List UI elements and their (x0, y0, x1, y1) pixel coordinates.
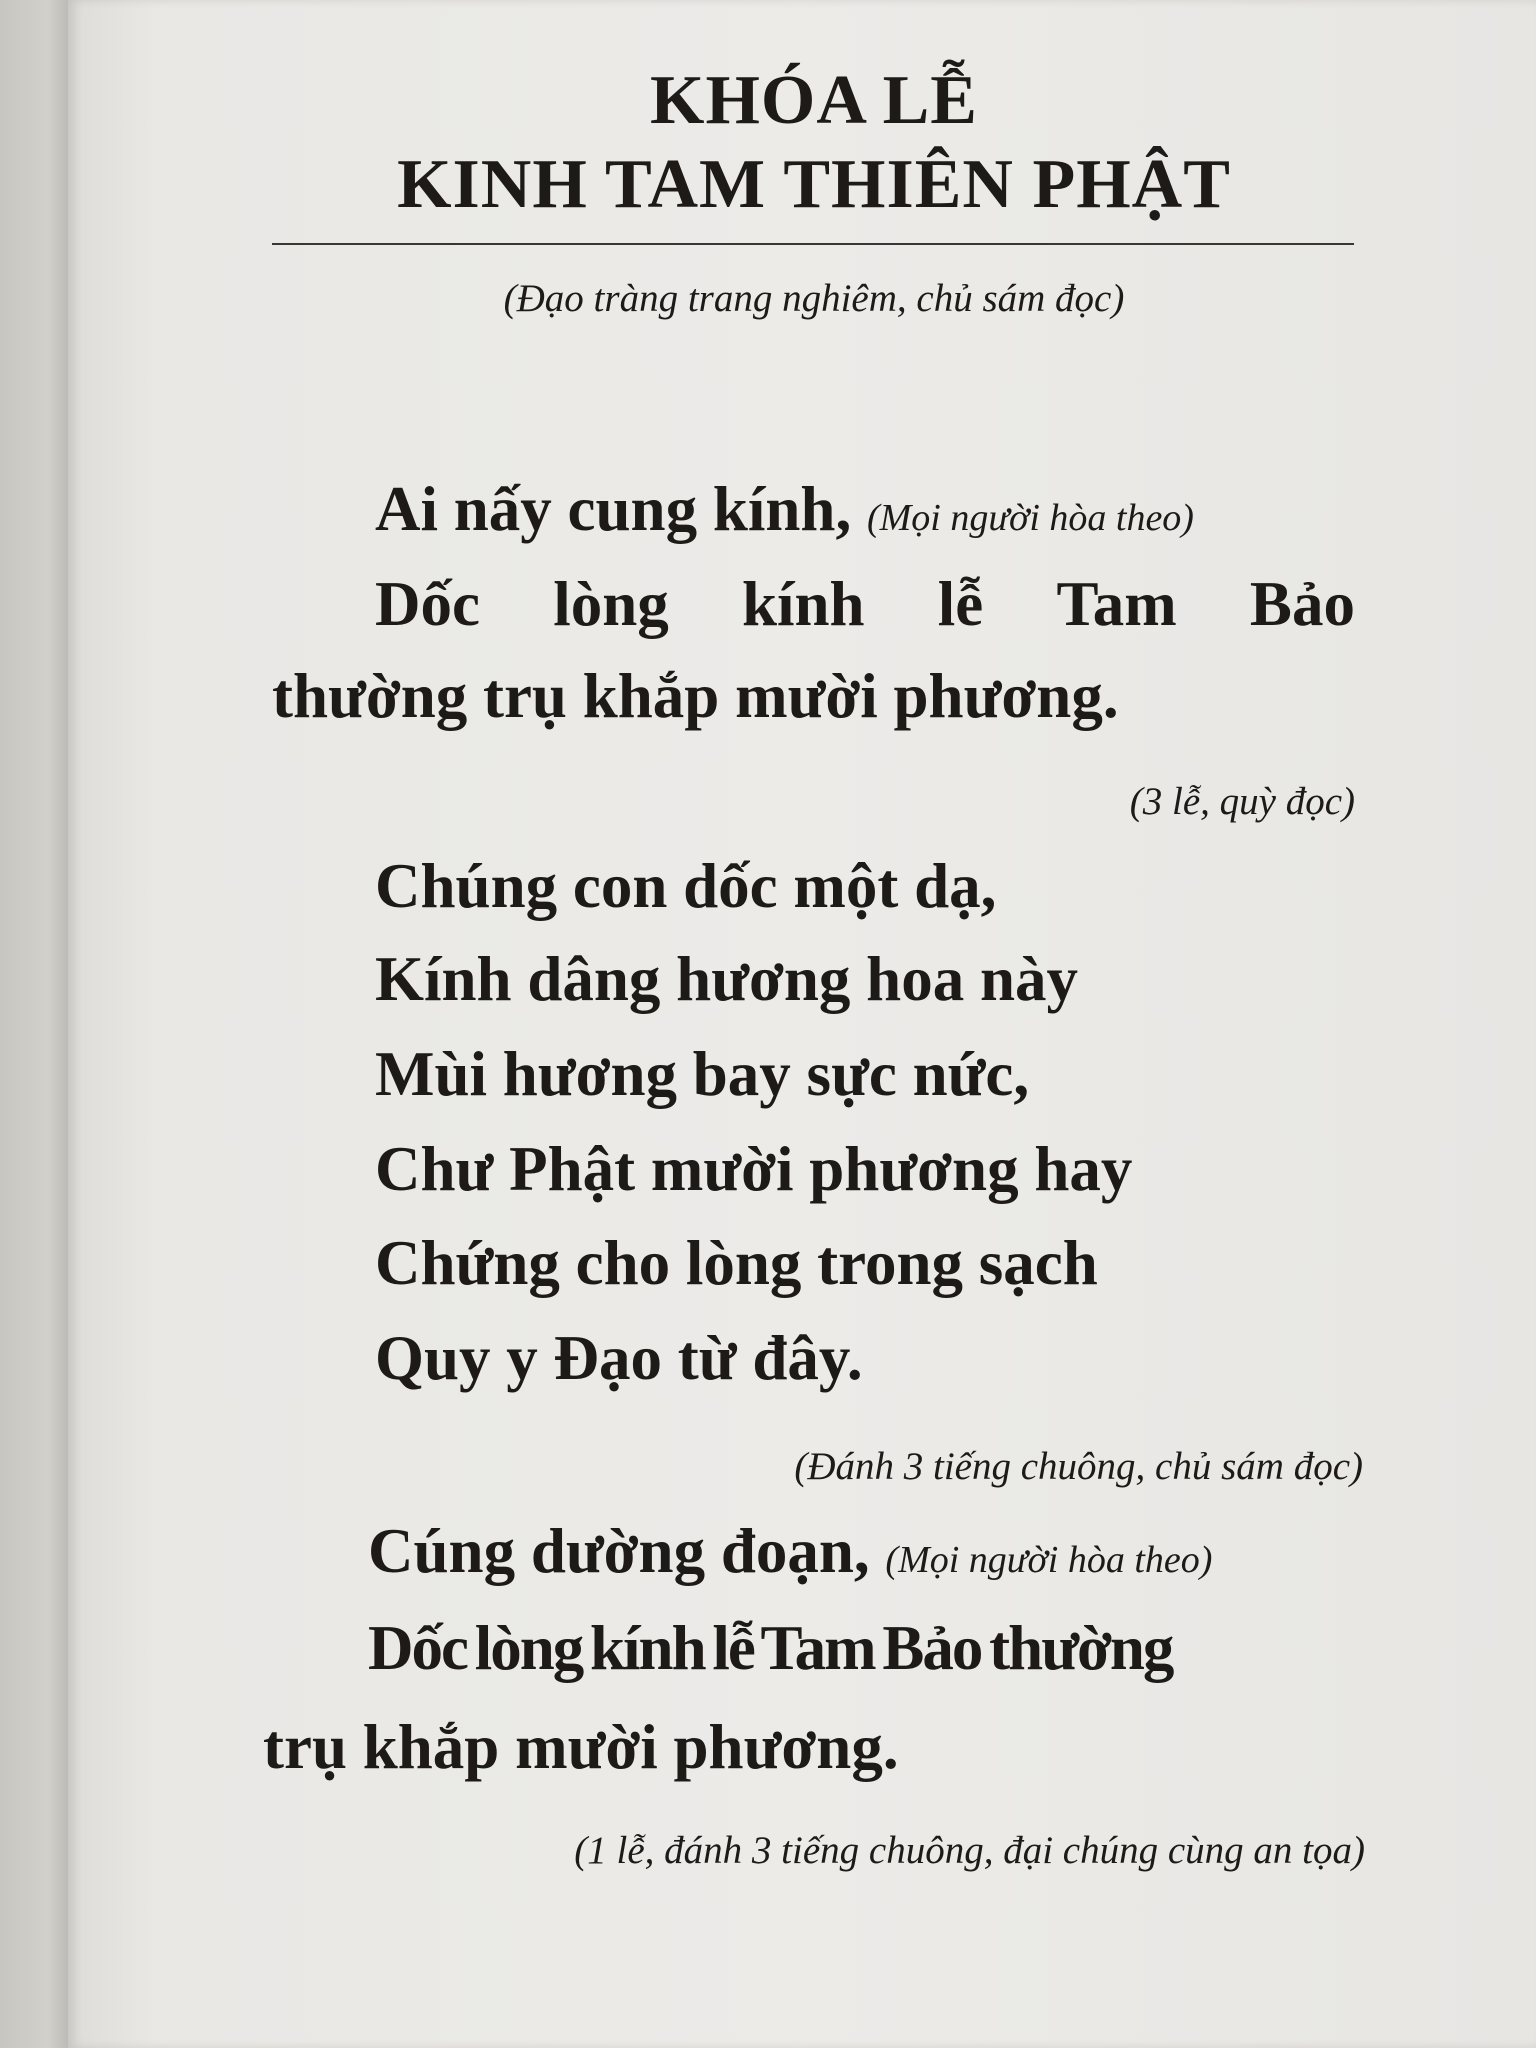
response-note: (Mọi người hòa theo) (866, 497, 1194, 539)
verse-text: Cúng dường đoạn, (368, 1516, 870, 1586)
verse-line: Dốc lòng kính lễ Tam Bảo thường (368, 1613, 1173, 1683)
verse-line (375, 474, 1194, 544)
title-divider (272, 243, 1354, 245)
verse-text: Ai nấy cung kính, (375, 474, 852, 544)
verse-line: Chứng cho lòng trong sạch (375, 1228, 1098, 1298)
verse-line: trụ khắp mười phương. (263, 1712, 899, 1782)
rubric-note: (1 lễ, đánh 3 tiếng chuông, đại chúng cùng an tọa) (574, 1829, 1365, 1872)
rubric-note: (Đánh 3 tiếng chuông, chủ sám đọc) (794, 1445, 1363, 1488)
response-note: (Mọi người hòa theo) (885, 1539, 1213, 1581)
verse-line: Kính dâng hương hoa này (375, 944, 1078, 1014)
verse-line: thường trụ khắp mười phương. (272, 661, 1119, 731)
verse-word: Bảo (1249, 569, 1355, 639)
verse-word: Dốc (375, 569, 480, 639)
verse-line: Mùi hương bay sực nức, (375, 1039, 1030, 1109)
verse-line: Chư Phật mười phương hay (375, 1134, 1133, 1204)
verse-line (368, 1516, 1213, 1586)
page-subtitle: (Đạo tràng trang nghiêm, chủ sám đọc) (503, 277, 1125, 320)
verse-word: kính (741, 569, 865, 639)
verse-line: Chúng con dốc một dạ, (375, 851, 997, 921)
rubric-note: (3 lễ, quỳ đọc) (1129, 780, 1355, 823)
verse-line: Quy y Đạo từ đây. (375, 1323, 863, 1393)
page-title-line2: KINH TAM THIÊN PHẬT (397, 146, 1231, 223)
verse-word: Tam (1056, 569, 1177, 639)
verse-line-justified (375, 569, 1355, 639)
page-title-line1: KHÓA LỄ (650, 62, 978, 139)
verse-word: lễ (937, 569, 984, 639)
verse-word: lòng (553, 569, 669, 639)
